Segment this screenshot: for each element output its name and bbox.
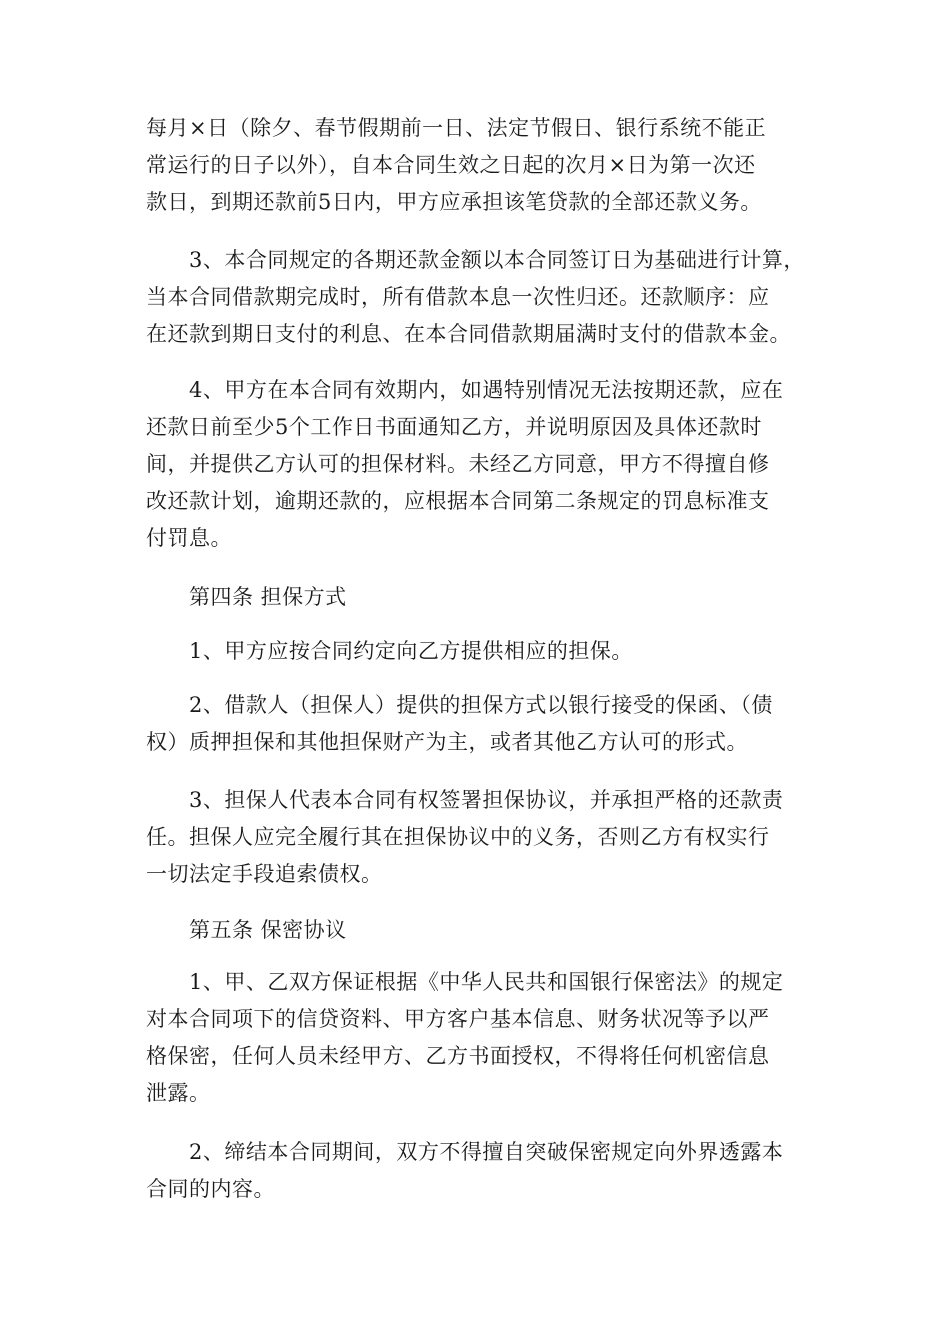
- section-heading-article-5: 第五条 保密协议: [189, 918, 347, 942]
- text-line: 付罚息。: [146, 526, 232, 550]
- text-line: 款日，到期还款前5日内，甲方应承担该笔贷款的全部还款义务。: [146, 190, 762, 214]
- text-line: 2、缔结本合同期间，双方不得擅自突破保密规定向外界透露本: [146, 1140, 784, 1164]
- text-line: 常运行的日子以外），自本合同生效之日起的次月×日为第一次还: [146, 153, 756, 177]
- text-line: 2、借款人（担保人）提供的担保方式以银行接受的保函、（债: [146, 693, 773, 717]
- text-line: 间，并提供乙方认可的担保材料。未经乙方同意，甲方不得擅自修: [146, 452, 770, 476]
- text-line: 当本合同借款期完成时，所有借款本息一次性归还。还款顺序：应: [146, 285, 770, 309]
- text-line: 任。担保人应完全履行其在担保协议中的义务，否则乙方有权实行: [146, 825, 770, 849]
- paragraph-clause-5-1: [146, 964, 816, 1112]
- text-line: 对本合同项下的信贷资料、甲方客户基本信息、财务状况等予以严: [146, 1007, 770, 1031]
- text-line: 3、担保人代表本合同有权签署担保协议，并承担严格的还款责: [146, 788, 784, 812]
- paragraph-clause-3-4: [146, 372, 816, 557]
- text-line: 3、本合同规定的各期还款金额以本合同签订日为基础进行计算，: [146, 248, 805, 272]
- paragraph-clause-4-3: [146, 782, 816, 893]
- text-line: 一切法定手段追索债权。: [146, 862, 383, 886]
- text-line: 泄露。: [146, 1081, 211, 1105]
- text-line: 1、甲方应按合同约定向乙方提供相应的担保。: [146, 639, 633, 663]
- paragraph-clause-4-2: [146, 687, 816, 761]
- text-line: 在还款到期日支付的利息、在本合同借款期届满时支付的借款本金。: [146, 322, 791, 346]
- text-line: 合同的内容。: [146, 1177, 275, 1201]
- section-heading-article-4: 第四条 担保方式: [189, 585, 347, 609]
- text-line: 改还款计划，逾期还款的，应根据本合同第二条规定的罚息标准支: [146, 489, 770, 513]
- text-line: 权）质押担保和其他担保财产为主，或者其他乙方认可的形式。: [146, 730, 748, 754]
- paragraph-clause-3-3: [146, 242, 816, 353]
- paragraph-repayment-date: [146, 110, 816, 221]
- text-line: 每月×日（除夕、春节假期前一日、法定节假日、银行系统不能正: [146, 116, 767, 140]
- text-line: 格保密，任何人员未经甲方、乙方书面授权，不得将任何机密信息: [146, 1044, 770, 1068]
- paragraph-clause-5-2: [146, 1134, 816, 1208]
- text-line: 1、甲、乙双方保证根据《中华人民共和国银行保密法》的规定: [146, 970, 784, 994]
- text-line: 还款日前至少5个工作日书面通知乙方，并说明原因及具体还款时: [146, 415, 762, 439]
- text-line: 4、甲方在本合同有效期内，如遇特别情况无法按期还款，应在: [146, 378, 784, 402]
- paragraph-clause-4-1: [146, 633, 816, 670]
